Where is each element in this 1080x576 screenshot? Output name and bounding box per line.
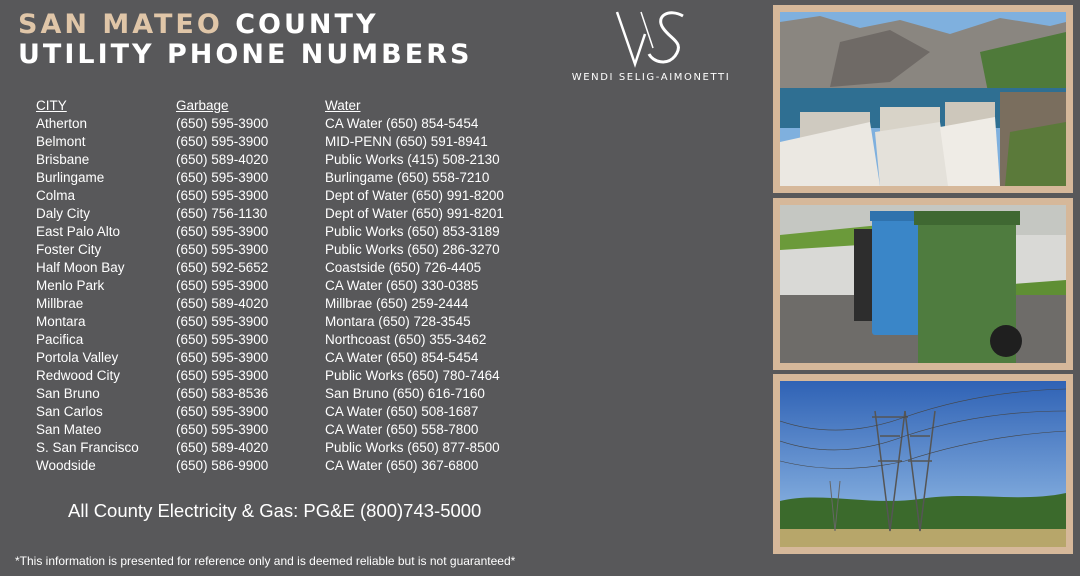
table-row	[32, 276, 508, 294]
water-phone-cell: Dept of Water (650) 991-8200	[325, 187, 504, 203]
garbage-phone-cell: (650) 595-3900	[176, 421, 269, 437]
city-cell: Daly City	[36, 205, 91, 221]
title-line2: UTILITY PHONE NUMBERS	[18, 39, 473, 70]
table-row	[32, 222, 508, 240]
water-phone-cell: CA Water (650) 854-5454	[325, 115, 479, 131]
brand-name: WENDI SELIG-AIMONETTI	[571, 72, 731, 83]
city-cell: Millbrae	[36, 295, 84, 311]
garbage-phone-cell: (650) 589-4020	[176, 295, 269, 311]
city-cell: Menlo Park	[36, 277, 105, 293]
garbage-phone-cell: (650) 595-3900	[176, 115, 269, 131]
table-row	[32, 150, 508, 168]
city-cell: Colma	[36, 187, 76, 203]
table-row	[32, 366, 508, 384]
table-row	[32, 114, 508, 132]
water-phone-cell: CA Water (650) 367-6800	[325, 457, 479, 473]
header-garbage: Garbage	[176, 97, 229, 113]
city-cell: Montara	[36, 313, 86, 329]
water-phone-cell: Public Works (415) 508-2130	[325, 151, 500, 167]
disclaimer: *This information is presented for reference only and is deemed reliable but is not guaranteed*	[15, 554, 516, 568]
water-phone-cell: CA Water (650) 854-5454	[325, 349, 479, 365]
garbage-phone-cell: (650) 595-3900	[176, 403, 269, 419]
table-row	[32, 294, 508, 312]
water-phone-cell: MID-PENN (650) 591-8941	[325, 133, 488, 149]
power-lines-photo	[773, 374, 1073, 554]
garbage-phone-cell: (650) 595-3900	[176, 331, 269, 347]
utility-table	[32, 96, 508, 474]
water-phone-cell: CA Water (650) 508-1687	[325, 403, 479, 419]
title-line1-rest: COUNTY	[235, 9, 379, 40]
city-cell: Brisbane	[36, 151, 90, 167]
brand-logo	[556, 8, 746, 90]
city-cell: Atherton	[36, 115, 88, 131]
city-cell: East Palo Alto	[36, 223, 121, 239]
garbage-bins-photo	[773, 198, 1073, 370]
water-phone-cell: Dept of Water (650) 991-8201	[325, 205, 504, 221]
table-row	[32, 330, 508, 348]
city-cell: Half Moon Bay	[36, 259, 125, 275]
header-city: CITY	[36, 97, 67, 113]
water-phone-cell: CA Water (650) 330-0385	[325, 277, 479, 293]
table-header-row	[32, 96, 508, 114]
city-cell: Foster City	[36, 241, 102, 257]
water-phone-cell: Northcoast (650) 355-3462	[325, 331, 487, 347]
table-row	[32, 258, 508, 276]
water-phone-cell: Burlingame (650) 558-7210	[325, 169, 490, 185]
garbage-phone-cell: (650) 595-3900	[176, 187, 269, 203]
page-title	[18, 10, 472, 70]
table-row	[32, 312, 508, 330]
garbage-phone-cell: (650) 595-3900	[176, 133, 269, 149]
water-phone-cell: Coastside (650) 726-4405	[325, 259, 482, 275]
garbage-phone-cell: (650) 586-9900	[176, 457, 269, 473]
city-cell: Pacifica	[36, 331, 84, 347]
garbage-phone-cell: (650) 595-3900	[176, 277, 269, 293]
table-row	[32, 402, 508, 420]
table-row	[32, 348, 508, 366]
table-row	[32, 186, 508, 204]
garbage-phone-cell: (650) 592-5652	[176, 259, 269, 275]
table-body	[32, 114, 508, 474]
garbage-phone-cell: (650) 595-3900	[176, 223, 269, 239]
garbage-phone-cell: (650) 595-3900	[176, 241, 269, 257]
city-cell: Redwood City	[36, 367, 121, 383]
table-row	[32, 132, 508, 150]
city-cell: San Mateo	[36, 421, 102, 437]
table-row	[32, 456, 508, 474]
water-phone-cell: Public Works (650) 286-3270	[325, 241, 500, 257]
city-cell: Woodside	[36, 457, 96, 473]
table-row	[32, 420, 508, 438]
garbage-phone-cell: (650) 583-8536	[176, 385, 269, 401]
water-phone-cell: Millbrae (650) 259-2444	[325, 295, 469, 311]
water-phone-cell: Public Works (650) 780-7464	[325, 367, 500, 383]
monogram-logo-icon	[611, 8, 691, 68]
garbage-phone-cell: (650) 595-3900	[176, 367, 269, 383]
table-row	[32, 240, 508, 258]
water-phone-cell: Montara (650) 728-3545	[325, 313, 471, 329]
garbage-phone-cell: (650) 595-3900	[176, 169, 269, 185]
dam-spillway-photo	[773, 5, 1073, 193]
city-cell: S. San Francisco	[36, 439, 139, 455]
city-cell: Belmont	[36, 133, 86, 149]
title-accent: SAN MATEO	[18, 9, 223, 40]
garbage-phone-cell: (650) 589-4020	[176, 151, 269, 167]
table-row	[32, 438, 508, 456]
water-phone-cell: Public Works (650) 877-8500	[325, 439, 500, 455]
garbage-phone-cell: (650) 595-3900	[176, 349, 269, 365]
garbage-phone-cell: (650) 595-3900	[176, 313, 269, 329]
garbage-phone-cell: (650) 756-1130	[176, 205, 268, 221]
water-phone-cell: CA Water (650) 558-7800	[325, 421, 479, 437]
city-cell: Portola Valley	[36, 349, 119, 365]
water-phone-cell: San Bruno (650) 616-7160	[325, 385, 485, 401]
city-cell: San Bruno	[36, 385, 100, 401]
water-phone-cell: Public Works (650) 853-3189	[325, 223, 500, 239]
electricity-gas-line: All County Electricity & Gas: PG&E (800)743-5000	[68, 500, 482, 521]
header-water: Water	[325, 97, 361, 113]
city-cell: Burlingame	[36, 169, 105, 185]
table-row	[32, 384, 508, 402]
table-row	[32, 204, 508, 222]
city-cell: San Carlos	[36, 403, 103, 419]
garbage-phone-cell: (650) 589-4020	[176, 439, 269, 455]
table-row	[32, 168, 508, 186]
